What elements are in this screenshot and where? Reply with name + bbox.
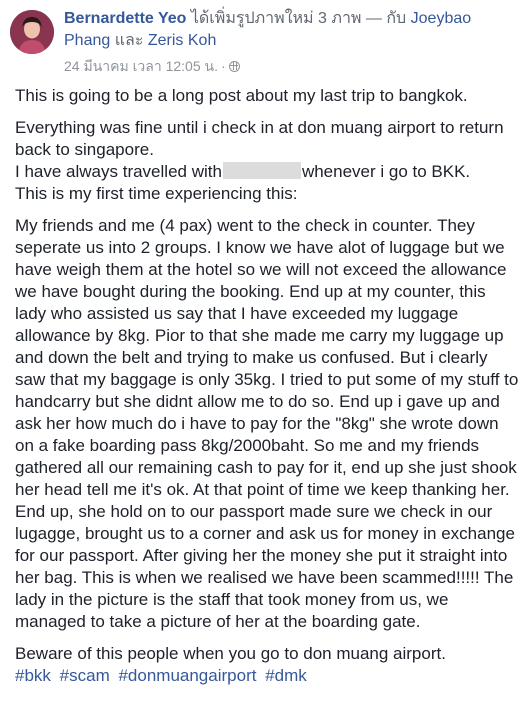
paragraph-2-line-3: This is my first time experiencing this: xyxy=(15,184,298,203)
post-meta xyxy=(64,57,240,75)
meta-separator: · xyxy=(220,58,226,74)
globe-icon[interactable] xyxy=(229,61,240,72)
line-2-after: whenever i go to BKK. xyxy=(301,162,471,181)
paragraph-3: My friends and me (4 pax) went to the check in counter. They seperate us into 2 groups. I know we have alot of luggage but we have weigh them at the hotel so we will not exceed the allowance we have bought during the booking. End up at my counter, this lady who assisted us say that I have exceeded my luggage allowance by 8kg. Pior to that she made me carry my luggage up and down the belt and trying to make us confused. But i clearly saw that my baggage is only 35kg. I tried to put some of my stuff to handcarry but she didnt allow me to do so. End up i gave up and ask her how much do i have to pay for the "8kg" she wrote down on a fake boarding pass 8kg/2000baht. So me and my friends gathered all our remaining cash to pay for it, end up she just shook her head tell me it's ok. At that point of time we keep thanking her. End up, she hold on to our passport made sure we check in our lugagge, brought us to a corner and ask us for money in exchange for our passport. After giving her the money she put it straight into her bag. This is when we realised we have been scammed!!!!! The lady in the picture is the staff that took money from us, we managed to take a picture of her at the boarding gate. xyxy=(15,216,519,631)
hashtag-link[interactable]: #donmuangairport xyxy=(118,666,257,685)
timestamp[interactable]: 24 มีนาคม เวลา 12:05 น. xyxy=(64,58,218,74)
tagged-friend-1-first[interactable]: Joeybao xyxy=(410,10,472,27)
connector-text: และ xyxy=(110,32,148,49)
paragraph-1: This is going to be a long post about my last trip to bangkok. xyxy=(15,86,468,105)
post-body xyxy=(15,85,520,687)
redacted-block xyxy=(223,162,301,179)
header-line-1 xyxy=(64,8,471,30)
hashtag-link[interactable]: #bkk xyxy=(15,666,51,685)
tagged-friend-1-rest[interactable]: Phang xyxy=(64,32,111,49)
post-action-text: ได้เพิ่มรูปภาพใหม่ 3 ภาพ — กับ xyxy=(186,10,411,27)
hashtag-link[interactable]: #dmk xyxy=(265,666,307,685)
paragraph-2-line-2 xyxy=(15,161,520,183)
avatar[interactable] xyxy=(10,10,54,54)
profile-photo-icon xyxy=(10,10,54,54)
tagged-friend-2[interactable]: Zeris Koh xyxy=(147,32,217,49)
paragraph-4: Beware of this people when you go to don muang airport. xyxy=(15,644,446,663)
post-header xyxy=(8,6,518,82)
paragraph-2-line-1: Everything was fine until i check in at don muang airport to return back to singapore. xyxy=(15,118,504,159)
hashtags xyxy=(15,665,520,687)
header-line-2 xyxy=(64,30,216,52)
author-name[interactable]: Bernardette Yeo xyxy=(64,10,187,27)
hashtag-link[interactable]: #scam xyxy=(59,666,110,685)
line-2-before: I have always travelled with xyxy=(15,162,222,181)
